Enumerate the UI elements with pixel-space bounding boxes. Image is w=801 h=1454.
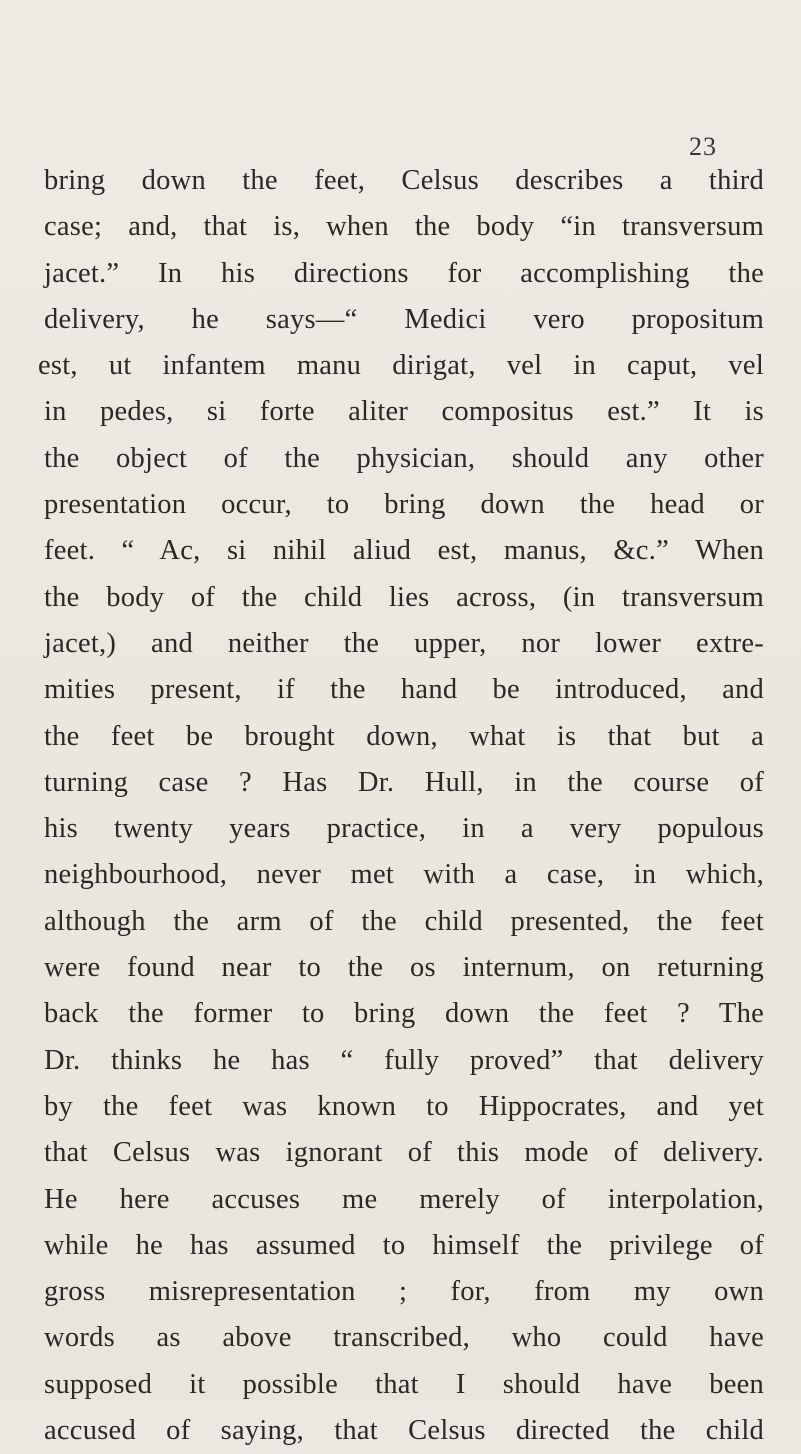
text-line: were found near to the os internum, on returning	[44, 952, 764, 984]
text-line: He here accuses me merely of interpolation,	[44, 1183, 764, 1215]
text-line: gross misrepresentation ; for, from my own	[44, 1276, 764, 1308]
text-line: est, ut infantem manu dirigat, vel in caput, vel	[38, 350, 764, 382]
text-line: case; and, that is, when the body “in transversum	[44, 211, 764, 243]
text-line: his twenty years practice, in a very populous	[44, 813, 764, 845]
text-line: delivery, he says—“ Medici vero propositum	[44, 303, 764, 335]
text-line: jacet,) and neither the upper, nor lower extre-	[44, 627, 764, 659]
text-line: that Celsus was ignorant of this mode of delivery.	[44, 1137, 764, 1169]
text-line: while he has assumed to himself the privilege of	[44, 1229, 764, 1261]
text-line: words as above transcribed, who could have	[44, 1322, 764, 1354]
text-line: turning case ? Has Dr. Hull, in the course of	[44, 766, 764, 798]
text-line: although the arm of the child presented, the feet	[44, 905, 764, 937]
text-line: back the former to bring down the feet ? The	[44, 998, 764, 1030]
text-line: the feet be brought down, what is that but a	[44, 720, 764, 752]
text-line: feet. “ Ac, si nihil aliud est, manus, &c.” When	[44, 535, 764, 567]
text-line: accused of saying, that Celsus directed the child	[44, 1415, 764, 1447]
text-line: the object of the physician, should any other	[44, 442, 764, 474]
text-line: the body of the child lies across, (in transversum	[44, 581, 764, 613]
text-line: by the feet was known to Hippocrates, and yet	[44, 1090, 764, 1122]
text-line: in pedes, si forte aliter compositus est.” It is	[44, 396, 764, 428]
text-line: bring down the feet, Celsus describes a third	[44, 165, 764, 196]
page-number: 23	[689, 132, 717, 161]
text-line: Dr. thinks he has “ fully proved” that delivery	[44, 1044, 764, 1076]
text-line: presentation occur, to bring down the head or	[44, 489, 764, 521]
body-text	[38, 158, 764, 1454]
text-line: neighbourhood, never met with a case, in which,	[44, 859, 764, 891]
text-line: mities present, if the hand be introduced, and	[44, 674, 764, 706]
text-line: jacet.” In his directions for accomplishing the	[44, 257, 764, 289]
text-line: supposed it possible that I should have been	[44, 1368, 764, 1400]
